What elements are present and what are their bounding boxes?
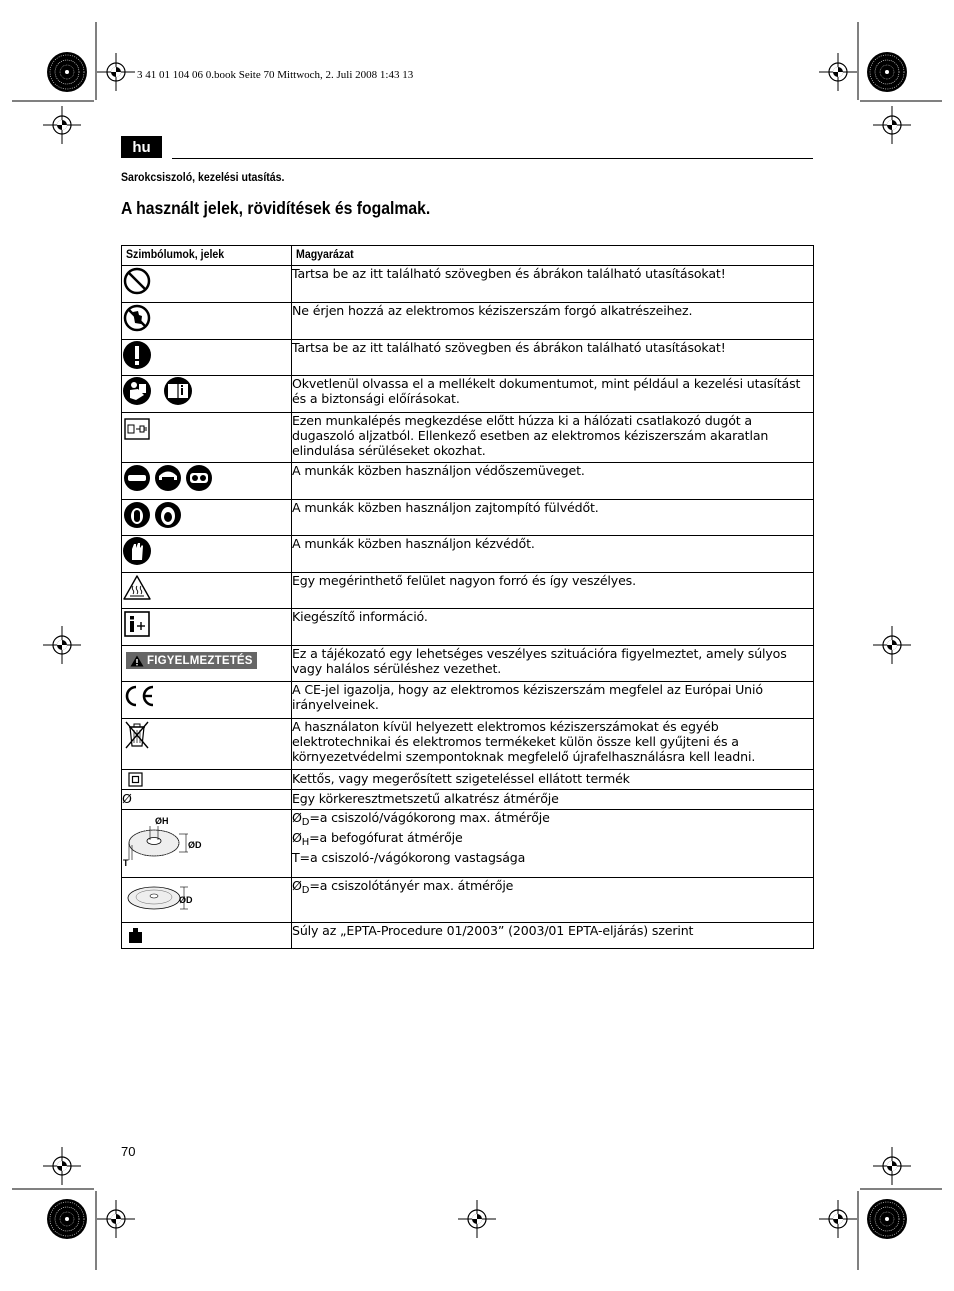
definition-line: $Ø_D=a$ csiszolótányér max. átmérője	[292, 878, 514, 896]
hole-diameter-label: ØH	[155, 816, 169, 826]
hot-surface-icon	[122, 573, 152, 603]
header-rule	[172, 158, 813, 159]
table-header-row	[122, 246, 814, 266]
table-row	[122, 340, 814, 376]
row-text: Ez a tájékozató egy lehetséges veszélyes szituációra figyelmeztet, amely súlyos vagy halálos sérüléshez vezethet.	[292, 646, 787, 676]
prohibition-icon	[122, 266, 152, 296]
table-row	[122, 266, 814, 303]
exclamation-icon	[122, 340, 152, 370]
row-text: Ne érjen hozzá az elektromos kéziszerszám forgó alkatrészeihez.	[292, 303, 693, 318]
double-insulation-icon	[128, 772, 144, 787]
row-text: Ezen munkalépés megkezdése előtt húzza ki a hálózati csatlakozó dugót a dugaszoló aljzatból. Ellenkező esetben az elektromos kéziszerszám akaratlan elindulása sérüléseket okozhat.	[292, 413, 769, 458]
table-row	[122, 923, 814, 949]
disc-diameter-label: ØD	[188, 840, 202, 850]
column-header-explanation: Magyarázat	[292, 246, 814, 266]
table-row	[122, 303, 814, 340]
print-header-info: 3 41 01 104 06 0.book Seite 70 Mittwoch, 2. Juli 2008 1:43 13	[137, 69, 414, 81]
row-text: A CE-jel igazolja, hogy az elektromos kéziszerszám megfelel az Európai Unió irányelveinek.	[292, 682, 763, 712]
row-text: Egy megérinthető felület nagyon forró és így veszélyes.	[292, 573, 636, 588]
table-row	[122, 609, 814, 646]
table-row	[122, 770, 814, 790]
page-number: 70	[121, 1144, 136, 1159]
row-text: Egy körkeresztmetszetű alkatrész átmérője	[292, 791, 559, 806]
table-row	[122, 573, 814, 609]
table-row	[122, 463, 814, 500]
gloves-icon	[122, 536, 152, 566]
diameter-symbol: Ø	[122, 791, 132, 806]
row-text: A használaton kívül helyezett elektromos kéziszerszámokat és egyéb elektrotechnikai és elektromos termékeket külön össze kell gyűjteni és a környezetvédelmi szempontoknak megfelelő újrafelhasználásra kell leadni.	[292, 719, 756, 764]
table-row	[122, 790, 814, 810]
unplug-icon	[122, 413, 152, 443]
weight-icon	[128, 927, 144, 943]
section-title: A használt jelek, rövidítések és fogalmak.	[121, 198, 431, 218]
eye-protection-icon	[122, 463, 214, 493]
table-row	[122, 376, 814, 413]
column-header-symbols: Szimbólumok, jelek	[122, 246, 292, 266]
warning-label	[126, 652, 257, 669]
read-manual-icon	[122, 376, 194, 406]
row-text: Tartsa be az itt található szövegben és ábrákon található utasításokat!	[292, 266, 726, 281]
row-text: A munkák közben használjon kézvédőt.	[292, 536, 535, 551]
table-row	[122, 810, 814, 878]
symbols-table	[121, 245, 814, 949]
row-text: A munkák közben használjon zajtompító fülvédőt.	[292, 500, 599, 515]
row-text: Kiegészítő információ.	[292, 609, 428, 624]
row-text: Tartsa be az itt található szövegben és ábrákon található utasításokat!	[292, 340, 726, 355]
row-text: Súly az „EPTA-Procedure 01/2003” (2003/01 EPTA-eljárás) szerint	[292, 923, 694, 938]
info-icon	[122, 609, 152, 639]
document-subtitle: Sarokcsiszoló, kezelési utasítás.	[121, 172, 285, 184]
table-row	[122, 500, 814, 536]
table-row	[122, 646, 814, 682]
grinding-disc-diagram	[122, 810, 212, 870]
table-row	[122, 413, 814, 463]
definition-line: T=a csiszoló-/vágókorong vastagsága	[292, 850, 526, 865]
definition-line: $Ø_H=a$ befogófurat átmérője	[292, 830, 463, 848]
row-text: A munkák közben használjon védőszemüveget.	[292, 463, 585, 478]
warning-label-text: FIGYELMEZTETÉS	[147, 654, 253, 667]
row-text: Kettős, vagy megerősített szigeteléssel ellátott termék	[292, 771, 630, 786]
do-not-touch-icon	[122, 303, 152, 333]
definition-line: $Ø_D=a$ csiszoló/vágókorong max. átmérője	[292, 810, 550, 828]
table-row	[122, 878, 814, 923]
warning-triangle-icon	[130, 655, 144, 667]
table-row	[122, 719, 814, 770]
weee-bin-icon	[122, 719, 152, 751]
thickness-label: T	[123, 858, 129, 868]
language-badge: hu	[121, 136, 162, 158]
pad-diameter-label: ØD	[179, 895, 193, 905]
sanding-pad-diagram	[122, 878, 212, 916]
ce-mark-icon	[122, 682, 156, 710]
row-text: Okvetlenül olvassa el a mellékelt dokumentumot, mint például a kezelési utasítást és a biztonsági előírásokat.	[292, 376, 801, 406]
table-row	[122, 682, 814, 719]
ear-protection-icon	[122, 500, 184, 530]
table-row	[122, 536, 814, 573]
